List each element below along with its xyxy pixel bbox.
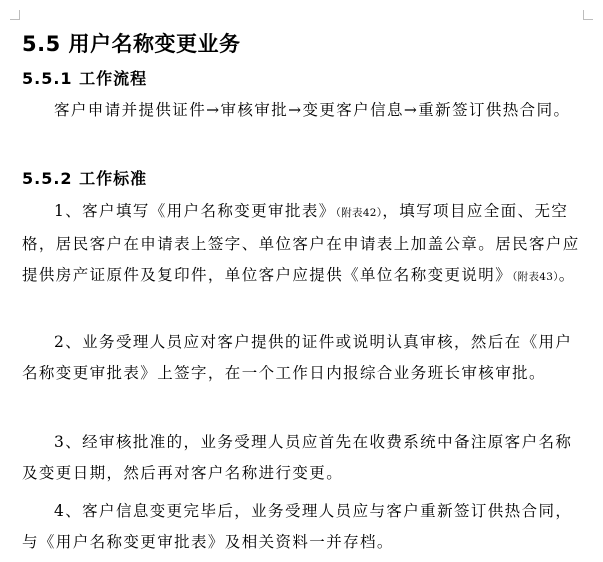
paragraph-1-text-c: 。 bbox=[558, 266, 576, 284]
paragraph-1-text-b: ，填写项目应全面、无空格，居民客户在申请表上签字、单位客户在申请表上加盖公章。居民客户应提供房产证原件及复印件，单位客户应提供《单位名称变更说明》 bbox=[22, 202, 580, 284]
crop-mark-top-right bbox=[583, 10, 593, 20]
standard-paragraph-1 bbox=[22, 196, 582, 293]
standard-paragraph-4: 4、客户信息变更完毕后，业务受理人员应与客户重新签订供热合同，与《用户名称变更审批表》及相关资料一并存档。 bbox=[22, 502, 573, 551]
paragraph-1-note-1: （附表42） bbox=[335, 207, 383, 219]
paragraph-1-text-a: 1、客户填写《用户名称变更审批表》 bbox=[54, 202, 336, 220]
paragraph-1-note-2: （附表43） bbox=[512, 271, 559, 283]
workflow-paragraph: 客户申请并提供证件→审核审批→变更客户信息→重新签订供热合同。 bbox=[54, 101, 571, 119]
subsection-title-workflow: 5.5.1 工作流程 bbox=[22, 69, 148, 88]
crop-mark-top-left bbox=[10, 10, 20, 20]
standard-paragraph-2: 2、业务受理人员应对客户提供的证件或说明认真审核，然后在《用户名称变更审批表》上签字，在一个工作日内报综合业务班长审核审批。 bbox=[22, 333, 573, 382]
standard-paragraph-3: 3、经审核批准的，业务受理人员应首先在收费系统中备注原客户名称及变更日期，然后再对客户名称进行变更。 bbox=[22, 433, 573, 482]
subsection-title-standards: 5.5.2 工作标准 bbox=[22, 169, 148, 188]
section-heading: 5.5 用户名称变更业务 bbox=[22, 32, 241, 56]
